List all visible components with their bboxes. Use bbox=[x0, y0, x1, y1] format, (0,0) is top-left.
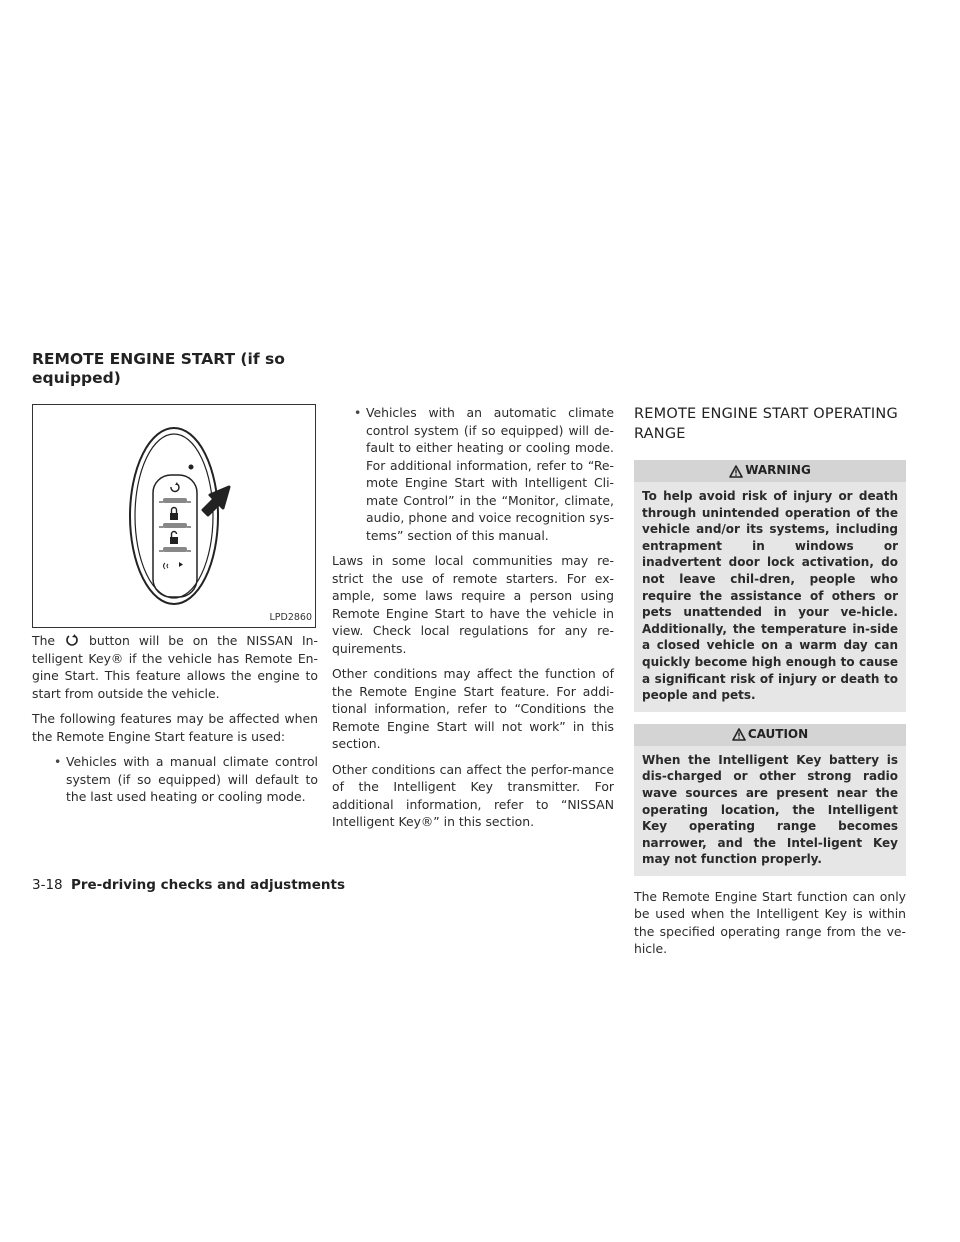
paragraph-transmitter: Other conditions can affect the perfor-mance of the Intelligent Key transmitter. For additional information, refer to “NISSAN Intelligent Key®” in this section. bbox=[332, 761, 614, 829]
paragraph-operating-range: The Remote Engine Start function can only be used when the Intelligent Key is within the specified operating range from the ve-hicle. bbox=[634, 888, 906, 957]
page-footer bbox=[32, 877, 345, 893]
feature-list bbox=[32, 753, 318, 806]
key-fob-figure bbox=[32, 404, 316, 628]
caution-text: When the Intelligent Key battery is dis-charged or other strong radio wave sources are present near the operating location, the Intelligent Key operating range becomes narrower, and the Intel-ligent Key may not function properly. bbox=[642, 752, 898, 867]
paragraph-intro: The button will be on the NISSAN In-telligent Key® if the vehicle has Remote En-gine Start. This feature allows the engine to start from outside the vehicle. bbox=[32, 633, 318, 701]
list-item: • Vehicles with an automatic climate control system (if so equipped) will de-fault to either heating or cooling mode. For additional information, refer to “Re-mote Engine Start with Intelligent Cli-mate Control” in the “Monitor, climate, audio, phone and voice recognition sys-tems” section of this manual. bbox=[332, 404, 614, 544]
column-left bbox=[32, 404, 318, 814]
intelligent-key-fob-with-arrow-icon bbox=[33, 405, 315, 627]
figure-label: LPD2860 bbox=[269, 611, 312, 623]
warning-header: WARNING bbox=[634, 460, 906, 482]
column-right bbox=[634, 404, 906, 966]
remote-start-icon bbox=[64, 633, 80, 647]
warning-box bbox=[634, 460, 906, 712]
warning-text: To help avoid risk of injury or death through unintended operation of the vehicle and/or its systems, including entrapment in windows or inadvertent door lock activation, do not leave chil-dren, people who require the assistance of others or pets unattended in your ve-hicle. Additionally, the temperature in-side a closed vehicle on a warm day can quickly become high enough to cause a significant risk of injury or death to people and pets. bbox=[642, 489, 898, 703]
warning-triangle-icon bbox=[732, 728, 746, 741]
operating-range-heading: REMOTE ENGINE START OPERATING RANGE bbox=[634, 406, 898, 442]
paragraph-features: The following features may be affected when the Remote Engine Start feature is used: bbox=[32, 711, 318, 744]
column-middle bbox=[332, 404, 614, 839]
warning-triangle-icon bbox=[729, 465, 743, 478]
page-number: 3-18 bbox=[32, 877, 63, 893]
feature-list-continued bbox=[332, 404, 614, 544]
paragraph-conditions: Other conditions may affect the function of the Remote Engine Start feature. For addi-tional information, refer to “Conditions the Remote Engine Start will not work” in this section. bbox=[332, 666, 614, 751]
paragraph-laws: Laws in some local communities may re-strict the use of remote starters. For ex-ample, some laws require a person using Remote Engine Start to have the vehicle in view. Check local regulations for any re-quirements. bbox=[332, 553, 614, 656]
caution-box bbox=[634, 724, 906, 876]
section-title: REMOTE ENGINE START (if so equipped) bbox=[32, 350, 285, 387]
list-item: • Vehicles with a manual climate control system (if so equipped) will default to the last used heating or cooling mode. bbox=[32, 753, 318, 806]
chapter-title: Pre-driving checks and adjustments bbox=[70, 877, 345, 893]
caution-header: CAUTION bbox=[634, 724, 906, 746]
